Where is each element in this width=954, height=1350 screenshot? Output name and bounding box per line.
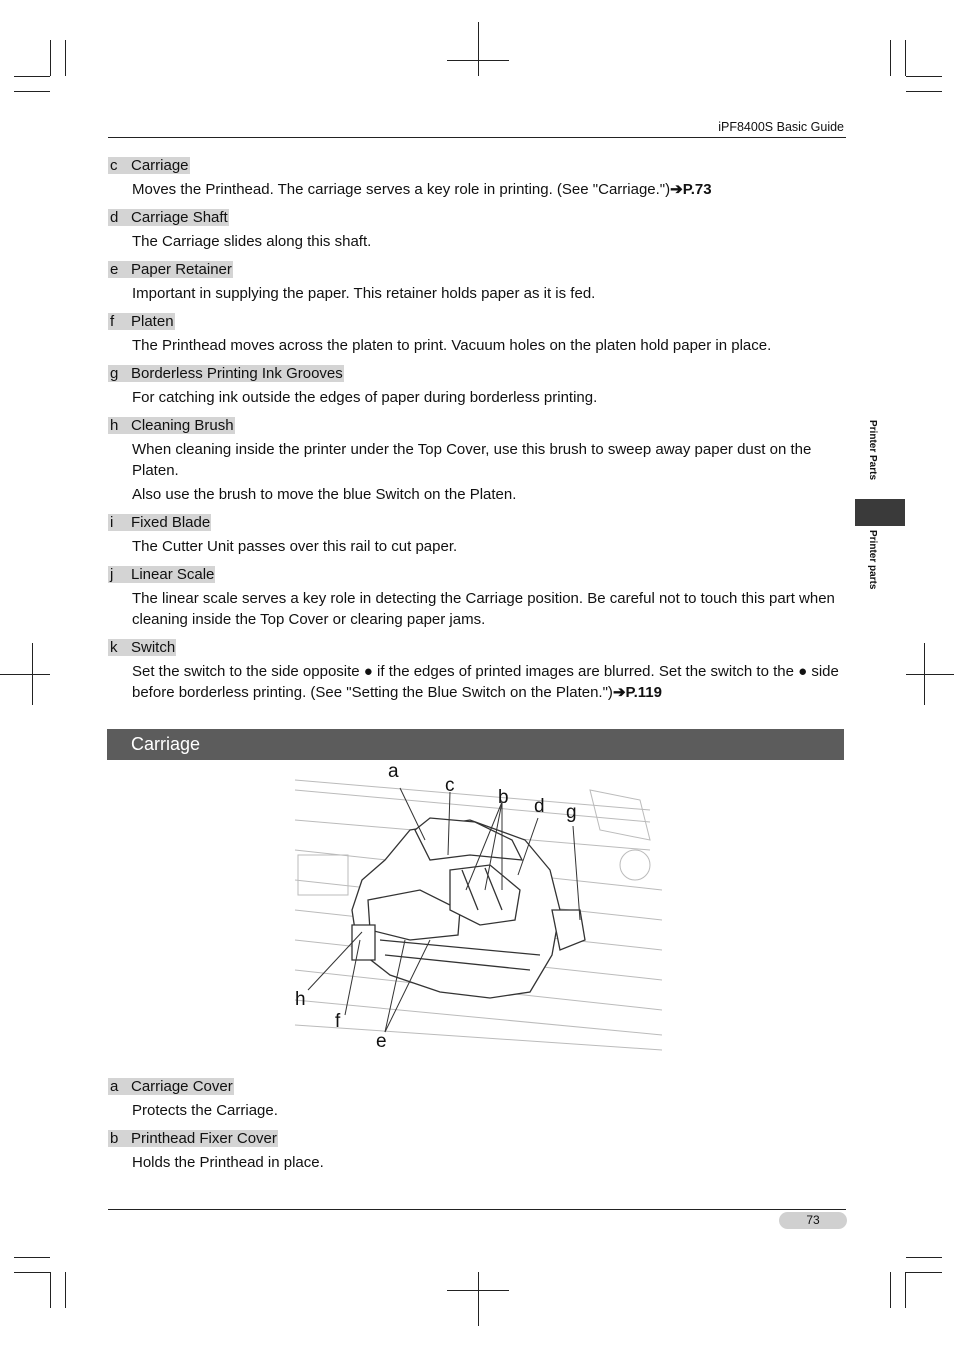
entry-term: k Switch <box>110 639 176 656</box>
entry-desc: Moves the Printhead. The carriage serves a key role in printing. (See "Carriage.")➔P.73 <box>132 181 712 198</box>
entry-printhead-fixer-cover <box>108 1130 848 1173</box>
entry-paper-retainer <box>108 261 848 304</box>
entry-desc: The linear scale serves a key role in detecting the Carriage position. Be careful not to touch this part when cleaning inside the Top Cover or clearing paper jams. <box>132 590 835 628</box>
page-number: 73 <box>779 1212 847 1229</box>
figure-label-a: a <box>388 761 399 782</box>
page-ref-link[interactable]: ➔P.73 <box>670 181 712 198</box>
entry-cleaning-brush <box>108 417 848 505</box>
figure-label-g: g <box>566 802 577 823</box>
header-rule <box>108 137 846 138</box>
entry-desc: When cleaning inside the printer under the Top Cover, use this brush to sweep away paper dust on the Platen. <box>132 441 812 479</box>
entry-linear-scale <box>108 566 848 630</box>
figure-label-c: c <box>445 775 455 796</box>
entry-term: c Carriage <box>110 157 189 174</box>
entry-term: h Cleaning Brush <box>110 417 234 434</box>
side-tab-label-current[interactable]: Printer parts <box>867 530 878 590</box>
guide-title: iPF8400S Basic Guide <box>718 120 844 134</box>
carriage-illustration <box>290 760 662 1060</box>
figure-label-f: f <box>335 1011 341 1032</box>
entry-term: e Paper Retainer <box>110 261 232 278</box>
page-ref-link[interactable]: ➔P.119 <box>612 684 662 701</box>
entry-term: b Printhead Fixer Cover <box>110 1130 277 1147</box>
entry-fixed-blade <box>108 514 848 557</box>
entry-desc: Also use the brush to move the blue Switch on the Platen. <box>132 486 517 503</box>
entry-desc: Holds the Printhead in place. <box>132 1154 324 1171</box>
figure-label-e: e <box>376 1031 387 1052</box>
entry-carriage-shaft <box>108 209 848 252</box>
entry-borderless-ink-grooves <box>108 365 848 408</box>
entry-desc: Protects the Carriage. <box>132 1102 278 1119</box>
entry-desc: For catching ink outside the edges of paper during borderless printing. <box>132 389 598 406</box>
entry-desc: The Cutter Unit passes over this rail to cut paper. <box>132 538 458 555</box>
section-heading <box>107 729 844 760</box>
entry-carriage <box>108 157 848 200</box>
entry-term: f Platen <box>110 313 174 330</box>
entry-term: i Fixed Blade <box>110 514 211 531</box>
entry-desc: The Carriage slides along this shaft. <box>132 233 372 250</box>
section-title: Carriage <box>131 734 201 754</box>
entry-desc: Set the switch to the side opposite ● if the edges of printed images are blurred. Set the switch to the ● side before borderless printing. (See "Setting the Blue Switch on the Platen.")➔P.119 <box>132 663 839 701</box>
entry-term: d Carriage Shaft <box>110 209 228 226</box>
entry-desc: Important in supplying the paper. This retainer holds paper as it is fed. <box>132 285 596 302</box>
entry-switch <box>108 639 848 703</box>
entry-desc: The Printhead moves across the platen to print. Vacuum holes on the platen hold paper in place. <box>132 337 772 354</box>
side-tab-label[interactable]: Printer Parts <box>867 420 878 481</box>
entry-term: g Borderless Printing Ink Grooves <box>110 365 343 382</box>
figure-label-d: d <box>534 796 545 817</box>
figure-label-b: b <box>498 787 509 808</box>
side-tab-marker <box>855 499 905 526</box>
figure-label-h: h <box>295 989 306 1010</box>
footer-rule <box>108 1209 846 1210</box>
entry-platen <box>108 313 848 356</box>
entry-term: j Linear Scale <box>110 566 215 583</box>
entry-carriage-cover <box>108 1078 848 1121</box>
entry-term: a Carriage Cover <box>110 1078 233 1095</box>
